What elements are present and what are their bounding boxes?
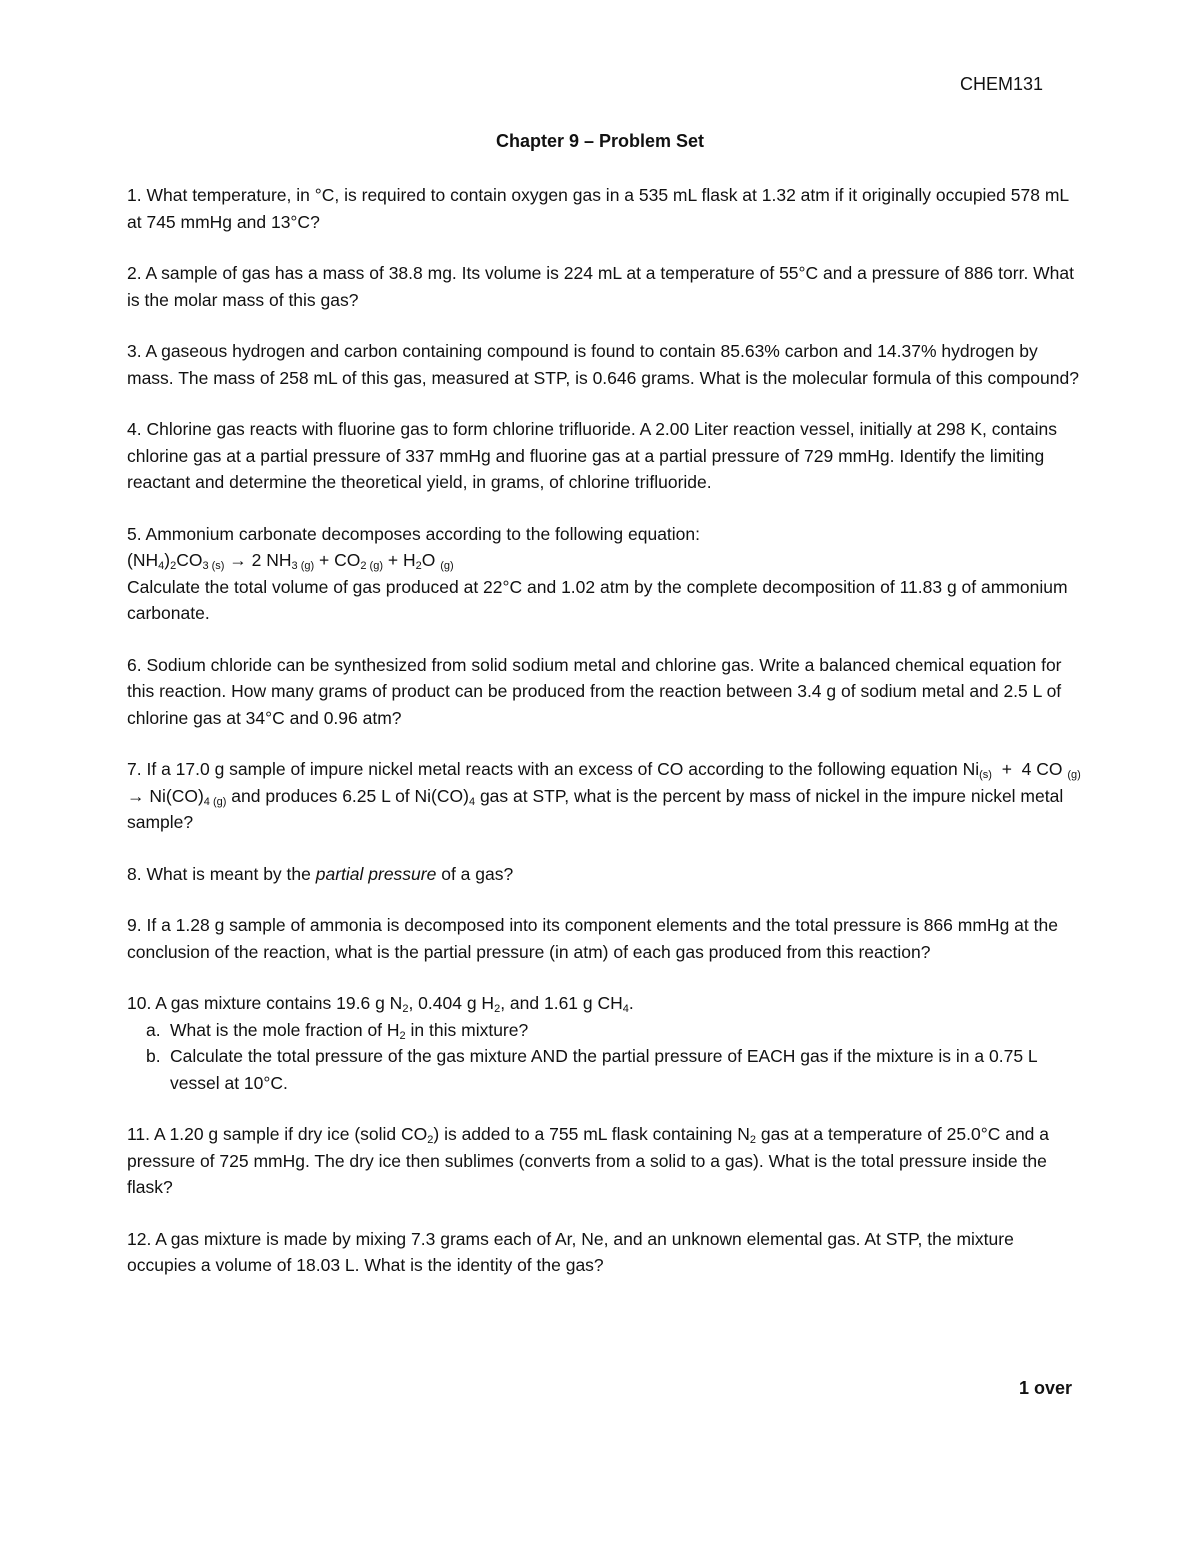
problem-3 xyxy=(127,338,1087,391)
problem-8: 8. What is meant by the partial pressure of a gas? xyxy=(127,863,514,884)
page-title: Chapter 9 – Problem Set xyxy=(495,131,705,151)
problem-text: What temperature, in °C, is required to contain oxygen gas in a 535 mL flask at 1.32 atm if it originally occupied 578 mL at 745 mmHg and 13°C? xyxy=(127,185,1069,232)
problem-text: A sample of gas has a mass of 38.8 mg. Its volume is 224 mL at a temperature of 55°C and a pressure of 886 torr. What is the molar mass of this gas? xyxy=(127,263,1075,310)
problem-10: 10. A gas mixture contains 19.6 g $N_2$, 0.404 g $H_2$, and 1.61 g $CH_4$. a. What is the mole fraction of $H_2$ in this mixture? b. Calculate the total pressure of the gas mixture AND the partial pressure of EACH gas if the mixture is in a 0.75 L vessel at 10°C. xyxy=(127,990,1087,1096)
problem-5 xyxy=(127,521,1087,627)
course-code: CHEM131 xyxy=(959,74,1043,94)
problem-number: 2. xyxy=(127,263,142,283)
problem-text: If a 1.28 g sample of ammonia is decomposed into its component elements and the total pressure is 866 mmHg at the conclusion of the reaction, what is the partial pressure (in atm) of each gas produced from this reaction? xyxy=(127,915,1058,962)
problem-number: 4. xyxy=(127,419,142,439)
sub-question-a: a. What is the mole fraction of $H_2$ in this mixture? xyxy=(146,1019,529,1042)
problem-text: A gas mixture is made by mixing 7.3 grams each of Ar, Ne, and an unknown elemental gas. At STP, the mixture occupies a volume of 18.03 L. What is the identity of the gas? xyxy=(127,1228,1014,1275)
page-footer-note: 1 over xyxy=(1018,1378,1072,1398)
problem-number: 6. xyxy=(127,654,142,675)
problem-1 xyxy=(127,182,1087,235)
sub-question-b: b. Calculate the total pressure of the gas mixture AND the partial pressure of EACH gas if the mixture is in a 0.75 L vessel at 10°C. xyxy=(146,1046,1037,1093)
problem-text: A gaseous hydrogen and carbon containing compound is found to contain 85.63% carbon and 14.37% hydrogen by mass. The mass of 258 mL of this gas, measured at STP, is 0.646 grams. What is the molecular formula of this compound? xyxy=(127,341,1079,388)
problem-intro: Ammonium carbonate decomposes according to the following equation: xyxy=(145,523,701,544)
problem-number: 7. xyxy=(127,759,142,779)
problem-number: 9. xyxy=(127,915,142,935)
problem-number: 3. xyxy=(127,341,142,361)
problem-11: 11. A 1.20 g sample if dry ice (solid $CO_2$) is added to a 755 mL flask containing $N_2$ gas at a temperature of 25.0°C and a pressure of 725 mmHg. The dry ice then sublimes (converts from a solid to a gas). What is the total pressure inside the flask? xyxy=(127,1124,1049,1197)
problem-text: Sodium chloride can be synthesized from solid sodium metal and chlorine gas. Write a balanced chemical equation for this reaction. How many grams of product can be produced from the reaction between 3.4 g of sodium metal and 2.5 L of chlorine gas at 34°C and 0.96 atm? xyxy=(127,654,1062,728)
problem-number: 10. xyxy=(127,993,152,1013)
problem-number: 5. xyxy=(127,523,142,544)
problem-text: Chlorine gas reacts with fluorine gas to form chlorine trifluoride. A 2.00 Liter reaction vessel, initially at 298 K, contains chlorine gas at a partial pressure of 337 mmHg and fluorine gas at a partial pressure of 729 mmHg. Identify the limiting reactant and determine the theoretical yield, in grams, of chlorine trifluoride. xyxy=(127,419,1057,492)
sub-question-list xyxy=(127,1017,1087,1097)
problem-6 xyxy=(127,652,1087,732)
problem-number: 1. xyxy=(127,185,142,205)
problem-text: Calculate the total volume of gas produced at 22°C and 1.02 atm by the complete decomposition of 11.83 g of ammonium carbonate. xyxy=(127,576,1068,623)
problem-2 xyxy=(127,260,1087,313)
problem-number: 12. xyxy=(127,1228,152,1249)
problem-list xyxy=(127,182,1087,1304)
problem-4 xyxy=(127,416,1087,496)
emphasized-term: partial pressure xyxy=(315,863,437,884)
problem-7: 7. If a 17.0 g sample of impure nickel metal reacts with an excess of CO according to the following equation $Ni_{(s)} + 4$ CO $_{(g)} \to Ni(CO)_{4 (g)}$ and produces 6.25 L of $Ni(CO)_4$ gas at STP, what is the percent by mass of nickel in the impure nickel metal sample? xyxy=(127,759,1081,832)
problem-9 xyxy=(127,912,1087,965)
problem-12 xyxy=(127,1226,1087,1279)
chemical-equation: $(NH_4)_2CO_{3 (s)} \to 2$ $NH_{3 (g)} + CO_{2 (g)} + H_2O$ $_{(g)}$ xyxy=(127,550,454,572)
problem-number: 11. xyxy=(127,1124,151,1144)
problem-number: 8. xyxy=(127,863,142,884)
